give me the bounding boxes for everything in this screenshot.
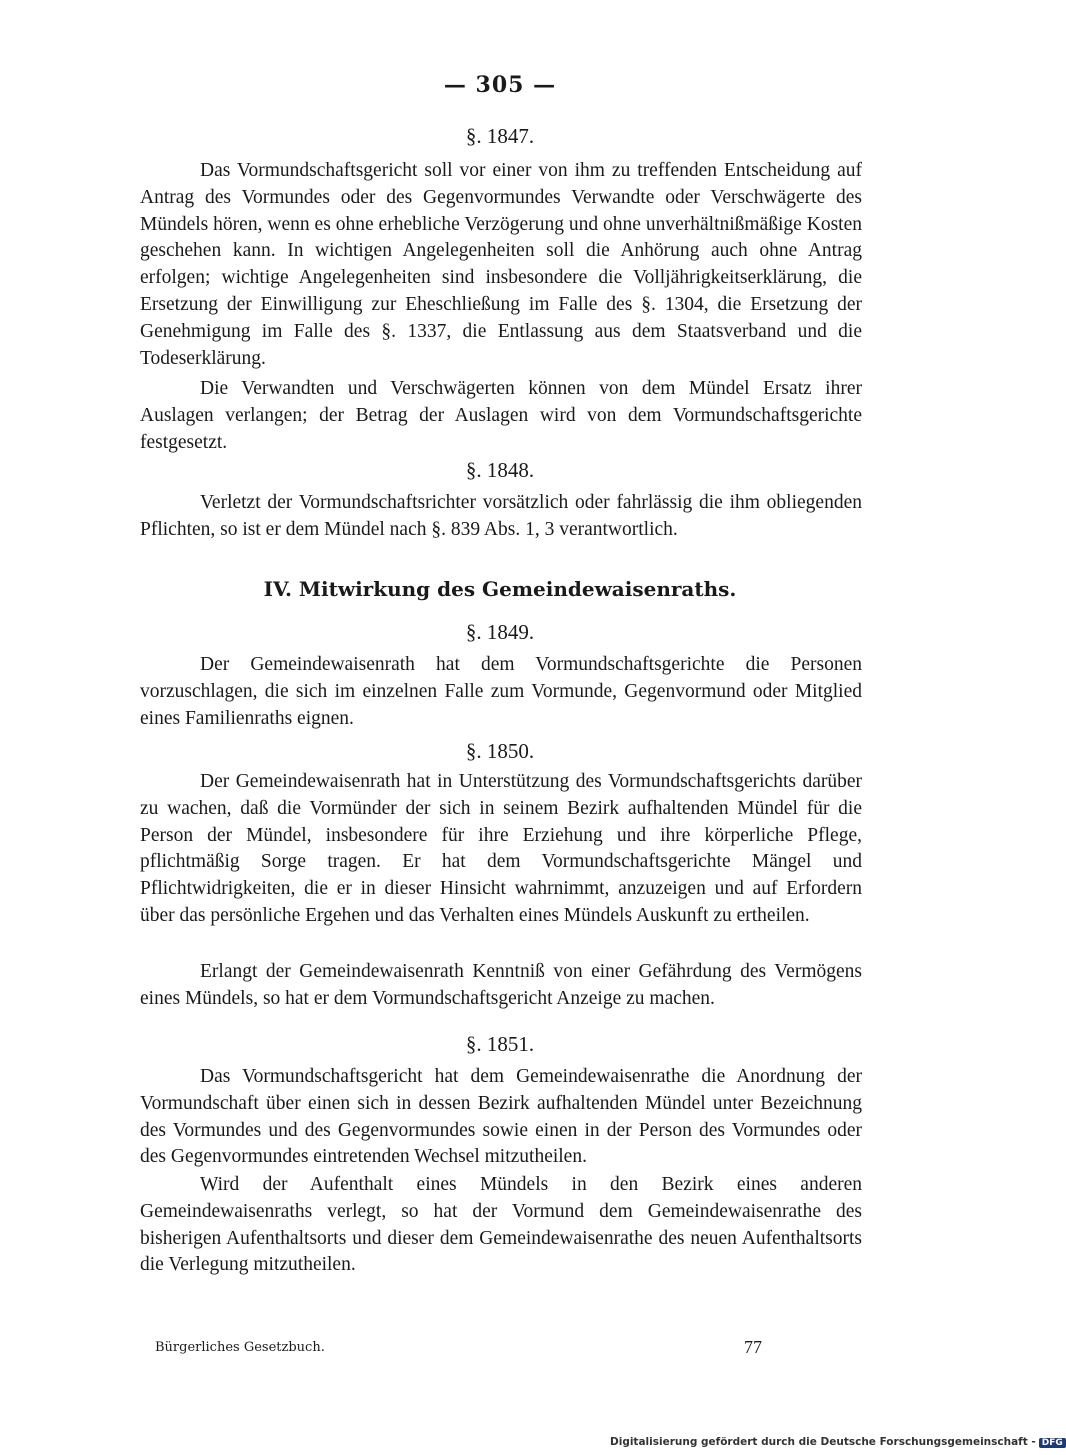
digitization-credit	[610, 1436, 1066, 1448]
section-heading-1847: §. 1847.	[465, 124, 535, 148]
paragraph-1847-1: Das Vormundschaftsgericht soll vor einer von ihm zu treffenden Entscheidung auf Antrag des Vormundes oder des Gegenvormundes Verwandte oder Verschwägerte des Mündels hören, wenn es ohne erhebliche Verzögerung und ohne unverhältnißmäßige Kosten geschehen kann. In wichtigen Angelegenheiten soll die Anhörung auch ohne Antrag erfolgen; wichtige Angelegenheiten sind insbesondere die Volljährigkeitserklärung, die Ersetzung der Einwilligung zur Eheschließung im Falle des §. 1304, die Ersetzung der Genehmigung im Falle des §. 1337, die Entlassung aus dem Staatsverband und die Todeserklärung.	[140, 160, 862, 369]
paragraph-1847-2: Die Verwandten und Verschwägerten können von dem Mündel Ersatz ihrer Auslagen verlangen; der Betrag der Auslagen wird von dem Vormundschaftsgerichte festgesetzt.	[140, 378, 862, 453]
paragraph-1850-2: Erlangt der Gemeindewaisenrath Kenntniß von einer Gefährdung des Vermögens eines Mündels, so hat er dem Vormundschaftsgericht Anzeige zu machen.	[140, 961, 862, 1009]
paragraph-1851-2: Wird der Aufenthalt eines Mündels in den Bezirk eines anderen Gemeindewaisenraths verlegt, so hat der Vormund dem Gemeindewaisenrathe des bisherigen Aufenthaltsorts und dieser dem Gemeindewaisenrathe des neuen Aufenthaltsorts die Verlegung mitzutheilen.	[140, 1174, 862, 1276]
chapter-heading: IV. Mitwirkung des Gemeindewaisenraths.	[263, 577, 737, 601]
section-heading-1851: §. 1851.	[465, 1032, 535, 1056]
paragraph-1849-1: Der Gemeindewaisenrath hat dem Vormundschaftsgerichte die Personen vorzuschlagen, die sich im einzelnen Falle zum Vormunde, Gegenvormund oder Mitglied eines Familienraths eignen.	[140, 654, 862, 729]
paragraph-1850-1: Der Gemeindewaisenrath hat in Unterstützung des Vormundschaftsgerichts darüber zu wachen, daß die Vormünder der sich in seinem Bezirk aufhaltenden Mündel für die Person der Mündel, insbesondere für ihre Erziehung und ihre körperliche Pflege, pflichtmäßig Sorge tragen. Er hat dem Vormundschaftsgerichte Mängel und Pflichtwidrigkeiten, die er in dieser Hinsicht wahrnimmt, anzuzeigen und auf Erfordern über das persönliche Ergehen und das Verhalten eines Mündels Auskunft zu ertheilen.	[140, 771, 862, 926]
section-heading-1850: §. 1850.	[465, 739, 535, 763]
dfg-logo: DFG	[1039, 1438, 1066, 1448]
section-heading-1848: §. 1848.	[465, 458, 535, 482]
section-heading-1849: §. 1849.	[465, 620, 535, 644]
credit-text: Digitalisierung gefördert durch die Deutsche Forschungsgemeinschaft -	[610, 1436, 1036, 1448]
page-number: — 305 —	[443, 72, 557, 98]
footer-sheet-number: 77	[744, 1337, 762, 1357]
paragraph-1851-1: Das Vormundschaftsgericht hat dem Gemeindewaisenrathe die Anordnung der Vormundschaft über einen sich in dessen Bezirk aufhaltenden Mündel unter Bezeichnung des Vormundes und des Gegenvormundes sowie einen in der Person des Vormundes oder des Gegenvormundes eintretenden Wechsel mitzutheilen.	[140, 1066, 862, 1168]
footer-title: Bürgerliches Gesetzbuch.	[155, 1340, 325, 1355]
paragraph-1848-1: Verletzt der Vormundschaftsrichter vorsätzlich oder fahrlässig die ihm obliegenden Pflichten, so ist er dem Mündel nach §. 839 Abs. 1, 3 verantwortlich.	[140, 492, 862, 540]
